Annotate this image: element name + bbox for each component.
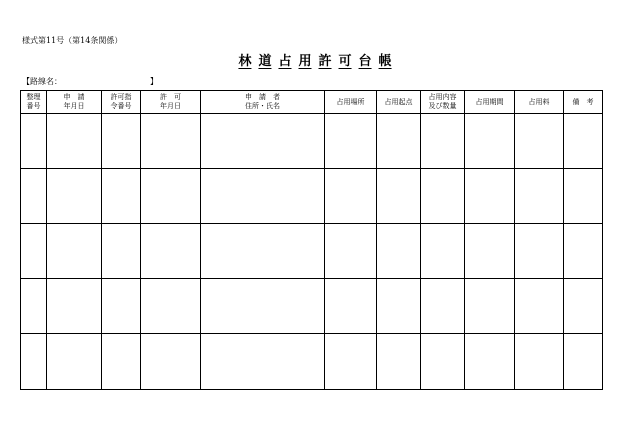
table-cell[interactable] <box>564 224 603 279</box>
table-cell[interactable] <box>564 334 603 390</box>
table-cell[interactable] <box>421 114 465 169</box>
table-row <box>21 114 603 169</box>
column-header-occupancy-period: 占用期間 <box>465 91 515 114</box>
table-row <box>21 169 603 224</box>
table-cell[interactable] <box>515 279 564 334</box>
table-row <box>21 224 603 279</box>
table-cell[interactable] <box>421 169 465 224</box>
table-cell[interactable] <box>201 114 325 169</box>
table-cell[interactable] <box>377 279 421 334</box>
table-cell[interactable] <box>377 114 421 169</box>
table-cell[interactable] <box>102 169 141 224</box>
title-char: 道 <box>258 54 272 69</box>
title-char: 林 <box>238 54 252 69</box>
table-cell[interactable] <box>47 334 102 390</box>
column-header-reference-number: 整理 番号 <box>21 91 47 114</box>
permit-ledger-table <box>20 90 603 390</box>
column-header-occupancy-start-point: 占用起点 <box>377 91 421 114</box>
column-header-permit-date: 許 可 年月日 <box>141 91 201 114</box>
table-cell[interactable] <box>465 334 515 390</box>
table-cell[interactable] <box>201 279 325 334</box>
title-char: 用 <box>298 54 312 69</box>
table-cell[interactable] <box>465 224 515 279</box>
title-char: 可 <box>338 54 352 69</box>
column-header-occupancy-location: 占用場所 <box>325 91 377 114</box>
table-cell[interactable] <box>564 169 603 224</box>
table-cell[interactable] <box>377 334 421 390</box>
table-cell[interactable] <box>421 279 465 334</box>
table-cell[interactable] <box>465 279 515 334</box>
table-cell[interactable] <box>465 114 515 169</box>
table-cell[interactable] <box>21 114 47 169</box>
table-cell[interactable] <box>377 169 421 224</box>
table-cell[interactable] <box>21 334 47 390</box>
table-cell[interactable] <box>325 334 377 390</box>
table-cell[interactable] <box>325 169 377 224</box>
table-cell[interactable] <box>47 169 102 224</box>
table-cell[interactable] <box>201 224 325 279</box>
table-cell[interactable] <box>377 224 421 279</box>
table-cell[interactable] <box>201 334 325 390</box>
column-header-occupancy-fee: 占用料 <box>515 91 564 114</box>
column-header-permit-order-number: 許可指 令番号 <box>102 91 141 114</box>
table-row <box>21 334 603 390</box>
document-title <box>0 53 630 71</box>
column-header-application-date: 申 請 年月日 <box>47 91 102 114</box>
table-cell[interactable] <box>21 279 47 334</box>
table-cell[interactable] <box>564 114 603 169</box>
table-cell[interactable] <box>325 279 377 334</box>
title-char: 許 <box>318 54 332 69</box>
table-cell[interactable] <box>102 224 141 279</box>
table-cell[interactable] <box>564 279 603 334</box>
table-cell[interactable] <box>102 334 141 390</box>
title-char: 占 <box>278 54 292 69</box>
table-cell[interactable] <box>421 334 465 390</box>
table-cell[interactable] <box>465 169 515 224</box>
route-name-close-bracket: 】 <box>150 77 158 86</box>
column-header-applicant: 申 請 者 住所・氏名 <box>201 91 325 114</box>
table-cell[interactable] <box>141 114 201 169</box>
table-cell[interactable] <box>325 224 377 279</box>
table-cell[interactable] <box>141 224 201 279</box>
table-cell[interactable] <box>102 114 141 169</box>
table-cell[interactable] <box>201 169 325 224</box>
column-header-occupancy-content: 占用内容 及び数量 <box>421 91 465 114</box>
table-cell[interactable] <box>141 169 201 224</box>
table-cell[interactable] <box>515 169 564 224</box>
table-cell[interactable] <box>325 114 377 169</box>
table-cell[interactable] <box>421 224 465 279</box>
table-cell[interactable] <box>47 279 102 334</box>
form-number: 様式第11号（第14条関係） <box>22 36 123 45</box>
table-cell[interactable] <box>21 169 47 224</box>
table-row <box>21 279 603 334</box>
table-cell[interactable] <box>515 114 564 169</box>
table-cell[interactable] <box>515 334 564 390</box>
table-cell[interactable] <box>47 224 102 279</box>
table-cell[interactable] <box>515 224 564 279</box>
column-header-remarks: 備 考 <box>564 91 603 114</box>
title-char: 台 <box>358 54 372 69</box>
table-cell[interactable] <box>141 279 201 334</box>
table-cell[interactable] <box>21 224 47 279</box>
table-cell[interactable] <box>141 334 201 390</box>
table-header-row <box>21 91 603 114</box>
table-cell[interactable] <box>102 279 141 334</box>
route-name-label: 【路線名： <box>22 77 62 86</box>
title-char: 帳 <box>378 54 392 69</box>
table-cell[interactable] <box>47 114 102 169</box>
